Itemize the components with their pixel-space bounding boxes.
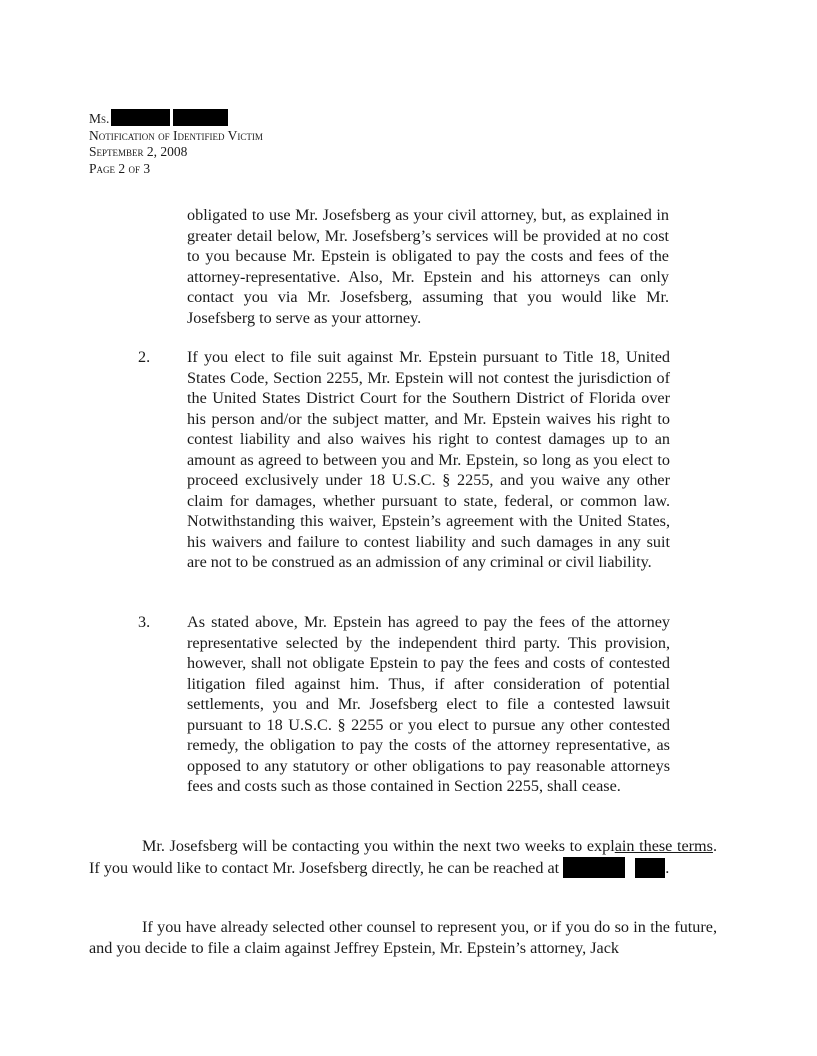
item-text: If you elect to file suit against Mr. Epstein pursuant to Title 18, United States Code, Section 2255, Mr. Epstein will not contest the jurisdiction of the United States District Court for the Southern District of Florida over his person and/or the subject matter, and Mr. Epstein waives his right to contest liability and also waives his right to contest damages up to an amount as agreed to between you and Mr. Epstein, so long as you elect to proceed exclusively under 18 U.S.C. § 2255, and you waive any other claim for damages, whether pursuant to state, federal, or common law. Notwithstanding this waiver, Epstein’s agreement with the United States, his waivers and failure to contest liability and such damages in any suit are not to be construed as an admission of any criminal or civil liability. [187, 348, 670, 571]
contact-text-underlined: ain these terms [614, 837, 713, 855]
date-line: September 2, 2008 [89, 144, 188, 159]
letter-header [89, 109, 263, 177]
contact-text-end: . [665, 858, 670, 877]
item-1-continuation: obligated to use Mr. Josefsberg as your civil attorney, but, as explained in greater detail below, Mr. Josefsberg’s services will be provided at no cost to you because Mr. Epstein is obligated to pay the costs and fees of the attorney-representative. Also, Mr. Epstein and his attorneys can only contact you via Mr. Josefsberg, assuming that you would like Mr. Josefsberg to serve as your attorney. [187, 206, 669, 327]
other-counsel-text: If you have already selected other counsel to represent you, or if you do so in the future, and you decide to file a claim against Jeffrey Epstein, Mr. Epstein’s attorney, Jack [89, 918, 717, 957]
recipient-prefix: Ms. [89, 111, 110, 126]
contact-paragraph [89, 836, 717, 878]
contact-text-1: Mr. Josefsberg will be contacting you within the next two weeks to expl [142, 837, 615, 855]
page-number: Page 2 of 3 [89, 160, 151, 176]
contact-text-2: . If you would like to contact Mr. Josefsberg directly, he can be reached at [89, 837, 717, 877]
item-number: 2. [138, 348, 151, 366]
redacted-phone-part-2 [635, 858, 665, 878]
redacted-last-name [173, 109, 228, 126]
redacted-first-name [111, 109, 170, 126]
item-text: As stated above, Mr. Epstein has agreed to pay the fees of the attorney representative selected by the independent third party. This provision, however, shall not obligate Epstein to pay the fees and costs of contested litigation filed against him. Thus, if after consideration of potential settlements, you and Mr. Josefsberg elect to file a contested lawsuit pursuant to 18 U.S.C. § 2255 or you elect to pursue any other contested remedy, the obligation to pay the costs of the attorney representative, as opposed to any statutory or other obligations to pay reasonable attorneys fees and costs such as those contained in Section 2255, shall cease. [187, 613, 670, 795]
recipient-line [89, 109, 263, 128]
subject-line: Notification of Identified Victim [89, 127, 263, 143]
other-counsel-paragraph [89, 917, 717, 958]
item-number: 3. [138, 613, 151, 631]
redacted-phone-part-1 [563, 857, 625, 878]
